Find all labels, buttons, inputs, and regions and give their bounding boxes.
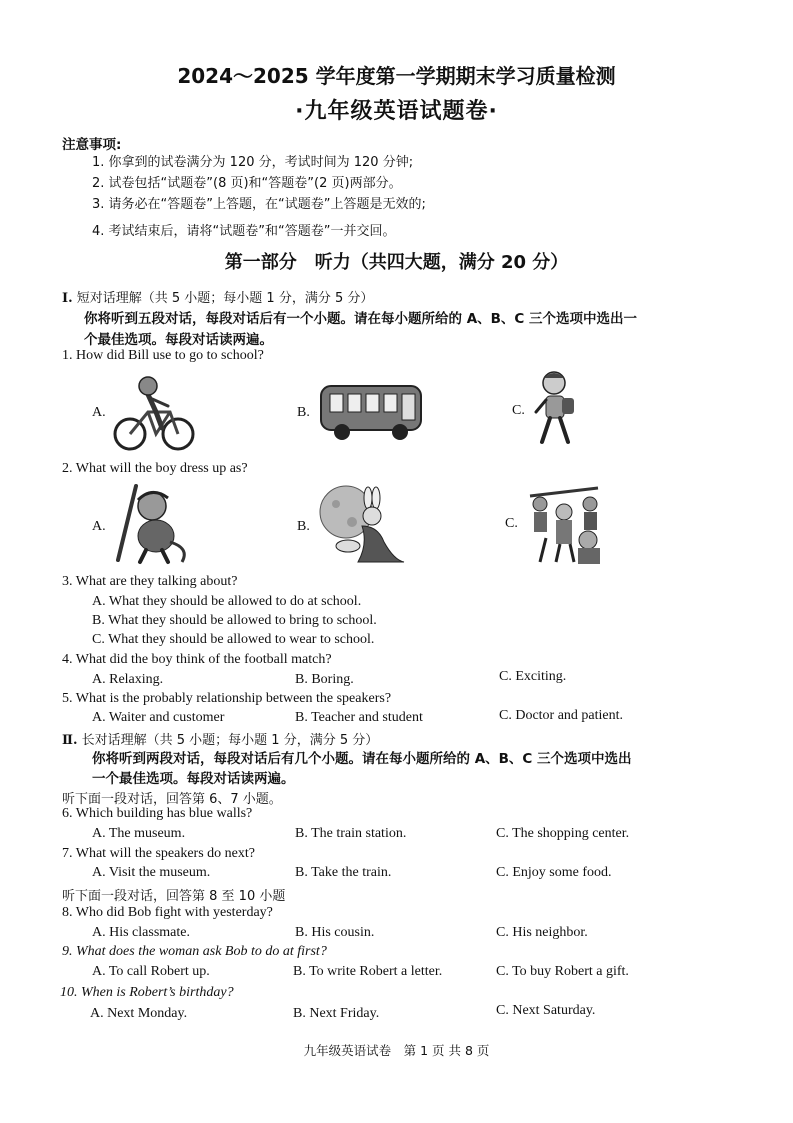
question-4: 4. What did the boy think of the football match? — [62, 652, 332, 667]
option-b: B. Teacher and student — [295, 710, 423, 725]
section1-title: 短对话理解（共 5 小题；每小题 1 分，满分 5 分） — [76, 291, 374, 306]
notice-heading: 注意事项: — [62, 137, 122, 153]
option-c: C. Next Saturday. — [496, 1003, 596, 1018]
option-a: A. Relaxing. — [92, 672, 164, 687]
option-c: C. Enjoy some food. — [496, 865, 612, 880]
dialogue-lead: 听下面一段对话，回答第 8 至 10 小题 — [62, 889, 286, 904]
walking-boy-picture — [530, 370, 580, 448]
option-label: C. — [505, 516, 518, 531]
option-c: C. The shopping center. — [496, 826, 630, 841]
option-c: C. To buy Robert a gift. — [496, 964, 629, 979]
section1-number: I. — [62, 291, 73, 306]
question-1: 1. How did Bill use to go to school? — [62, 348, 264, 363]
option-label: A. — [92, 519, 106, 534]
option-a: A. What they should be allowed to do at school. — [92, 594, 362, 609]
cyclist-picture — [112, 372, 196, 452]
option-label: B. — [297, 405, 310, 420]
exam-title: 2024～2025 学年度第一学期期末学习质量检测 — [177, 64, 616, 88]
dialogue-lead: 听下面一段对话，回答第 6、7 小题。 — [62, 792, 282, 807]
option-b: B. To write Robert a letter. — [293, 964, 443, 979]
section2-number: Ⅱ. — [62, 733, 78, 748]
option-a: A. Visit the museum. — [92, 865, 211, 880]
option-a: A. Waiter and customer — [92, 710, 225, 725]
question-8: 8. Who did Bob fight with yesterday? — [62, 905, 273, 920]
question-7: 7. What will the speakers do next? — [62, 846, 255, 861]
option-a: A. His classmate. — [92, 925, 190, 940]
section2-heading — [62, 729, 378, 748]
section1-heading — [62, 287, 373, 306]
question-2: 2. What will the boy dress up as? — [62, 461, 248, 476]
question-3: 3. What are they talking about? — [62, 574, 238, 589]
section2-title: 长对话理解（共 5 小题；每小题 1 分，满分 5 分） — [81, 733, 379, 748]
journey-west-group-picture — [526, 482, 610, 566]
notice-item: 3. 请务必在“答题卷”上答题，在“试题卷”上答题是无效的; — [92, 197, 426, 212]
option-c: C. What they should be allowed to wear to school. — [92, 632, 375, 647]
section2-instruction: 一个最佳选项。每段对话读两遍。 — [92, 771, 295, 787]
option-label: C. — [512, 403, 525, 418]
moon-goddess-picture — [318, 482, 408, 566]
option-b: B. Take the train. — [295, 865, 392, 880]
option-b: B. His cousin. — [295, 925, 375, 940]
section2-instruction: 你将听到两段对话，每段对话后有几个小题。请在每小题所给的 A、B、C 三个选项中选出 — [92, 751, 632, 767]
question-10: 10. When is Robert’s birthday? — [60, 985, 234, 1000]
page-footer: 九年级英语试卷 第 1 页 共 8 页 — [303, 1043, 490, 1058]
option-label: A. — [92, 405, 106, 420]
option-c: C. His neighbor. — [496, 925, 588, 940]
option-a: A. The museum. — [92, 826, 186, 841]
notice-item: 2. 试卷包括“试题卷”(8 页)和“答题卷”(2 页)两部分。 — [92, 176, 402, 191]
question-6: 6. Which building has blue walls? — [62, 806, 253, 821]
option-a: A. Next Monday. — [90, 1006, 188, 1021]
option-a: A. To call Robert up. — [92, 964, 210, 979]
question-5: 5. What is the probably relationship between the speakers? — [62, 691, 392, 706]
option-b: B. The train station. — [295, 826, 407, 841]
option-b: B. What they should be allowed to bring to school. — [92, 613, 377, 628]
question-9: 9. What does the woman ask Bob to do at first? — [62, 944, 327, 959]
notice-item: 1. 你拿到的试卷满分为 120 分，考试时间为 120 分钟; — [92, 155, 414, 170]
option-b: B. Next Friday. — [293, 1006, 380, 1021]
monkey-king-picture — [112, 482, 194, 566]
bus-picture — [318, 380, 424, 442]
section1-instruction: 个最佳选项。每段对话读两遍。 — [84, 332, 273, 348]
exam-subtitle: ·九年级英语试题卷· — [295, 99, 498, 124]
notice-item: 4. 考试结束后，请将“试题卷”和“答题卷”一并交回。 — [92, 224, 396, 239]
option-label: B. — [297, 519, 310, 534]
section1-instruction: 你将听到五段对话，每段对话后有一个小题。请在每小题所给的 A、B、C 三个选项中选出一 — [84, 311, 638, 327]
part1-heading: 第一部分 听力（共四大题，满分 20 分） — [224, 252, 569, 273]
option-c: C. Exciting. — [499, 669, 567, 684]
option-b: B. Boring. — [295, 672, 354, 687]
option-c: C. Doctor and patient. — [499, 708, 624, 723]
